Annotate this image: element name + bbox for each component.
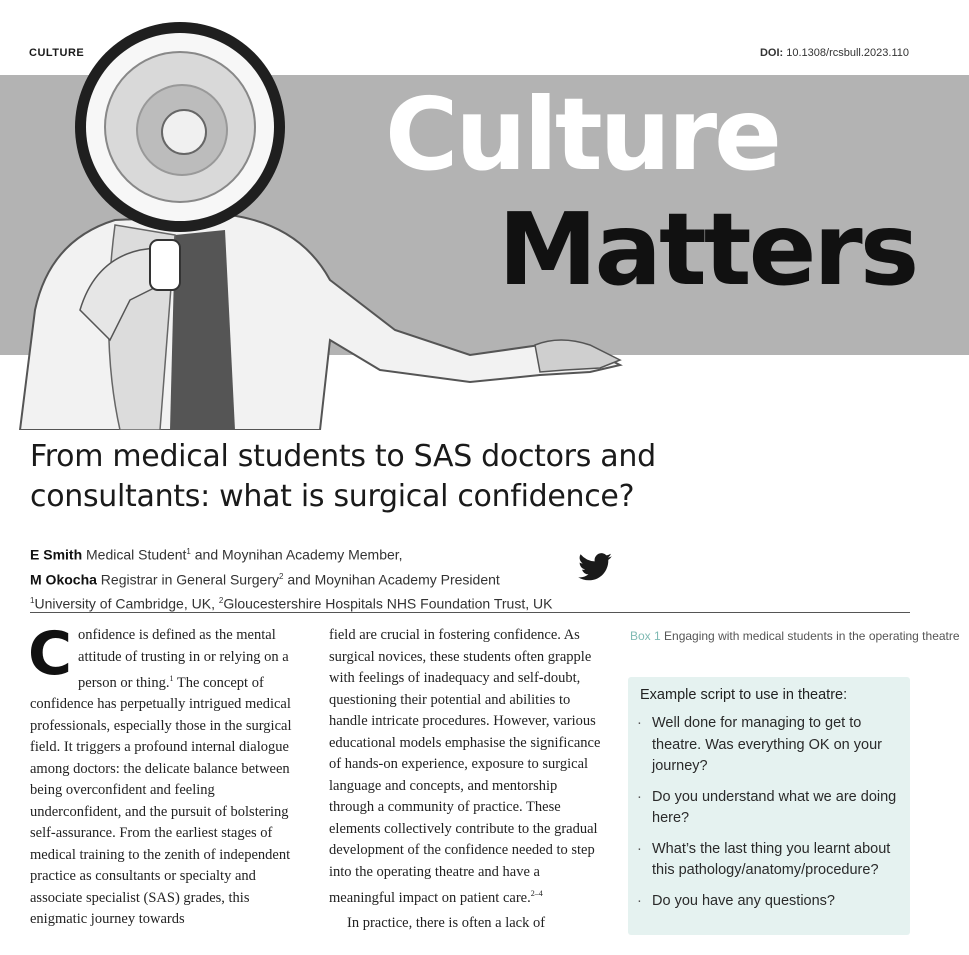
author-1-role2: and Moynihan Academy Member,	[190, 546, 403, 563]
doi	[760, 47, 909, 59]
affiliation-1-sup: 1	[30, 596, 35, 606]
article-headline: From medical students to SAS doctors and consultants: what is surgical confidence?	[30, 439, 656, 514]
citation-2-4: 2–4	[530, 889, 543, 898]
continued-text: field are crucial in fostering confidence. As surgical novices, these students often grapple with feelings of inadequacy and self-doubt, questioning their potential and abilities to handle intricate procedures. However, various educational models emphasise the significance of hands-on experience, exposure to surgical language and concepts, and mentorship through a community of practice. These elements collectively contribute to the gradual development of the confidence needed to step into the operating theatre and have a meaningful impact on patient care.	[329, 627, 601, 906]
author-1-name: E Smith	[30, 546, 83, 563]
box-heading: Example script to use in theatre:	[640, 687, 848, 703]
affiliation-2-sup: 2	[218, 596, 224, 606]
box-tag: Box 1	[630, 629, 661, 643]
author-list	[30, 541, 552, 615]
body-column-1	[28, 619, 305, 931]
title-culture: Culture	[385, 76, 779, 193]
list-item-text: Well done for managing to get to theatre. Was everything OK on your journey?	[652, 715, 882, 774]
bullet: ·	[637, 788, 642, 805]
example-script-box	[628, 677, 910, 935]
author-2-role: Registrar in General Surgery	[96, 571, 279, 588]
affiliation-2: Gloucestershire Hospitals NHS Foundation Trust, UK	[223, 595, 553, 612]
body-column-2	[329, 625, 604, 935]
intro-text-b: The concept of confidence has perpetually intrigued medical professionals, especially those in the surgical field. It triggers a profound internal dialogue among doctors: the delicate balance between being overconfident and feeling underconfident, and the pursuit of bolstering self-assurance. From the earliest stages of medical training to the zenith of independent practice as consultants or specialty and associate specialist (SAS) grades, this enigmatic journey towards	[30, 674, 292, 928]
citation-1: 1	[169, 674, 174, 683]
bullet: ·	[637, 892, 642, 909]
twitter-icon[interactable]	[578, 553, 612, 581]
list-item	[628, 891, 898, 913]
intro-text-a: onfidence is defined as the mental attitude of trusting in or relying on a person or thing.	[78, 627, 289, 691]
paragraph-intro	[28, 619, 305, 931]
box-caption	[630, 628, 960, 645]
list-item-text: Do you have any questions?	[652, 892, 835, 909]
bullet: ·	[637, 840, 642, 857]
list-item-text: Do you understand what we are doing here?	[652, 788, 897, 826]
list-item	[628, 713, 898, 778]
author-1-sup: 1	[186, 547, 191, 556]
author-2-name: M Okocha	[30, 571, 97, 588]
author-2-role2: and Moynihan Academy President	[283, 571, 500, 588]
paragraph-continued	[329, 625, 604, 909]
section-label: CULTURE	[29, 47, 85, 59]
author-2-sup: 2	[278, 571, 284, 581]
doi-label: DOI:	[759, 47, 784, 59]
title-matters: Matters	[498, 191, 917, 308]
section-divider	[30, 612, 910, 613]
doi-value: 10.1308/rcsbull.2023.110	[786, 47, 909, 59]
list-item	[628, 787, 898, 830]
author-1-role: Medical Student	[82, 546, 187, 563]
author-1	[30, 541, 552, 566]
bullet: ·	[637, 715, 642, 731]
author-2	[30, 566, 552, 591]
affiliation-1: University of Cambridge, UK,	[34, 595, 219, 612]
list-item-text: What’s the last thing you learnt about this pathology/anatomy/procedure?	[652, 840, 891, 878]
list-item	[628, 839, 898, 882]
drop-cap: C	[28, 619, 73, 689]
box-caption-text: Engaging with medical students in the operating theatre	[660, 629, 960, 643]
paragraph-practice: In practice, there is often a lack of	[347, 915, 546, 932]
script-list	[628, 713, 898, 921]
